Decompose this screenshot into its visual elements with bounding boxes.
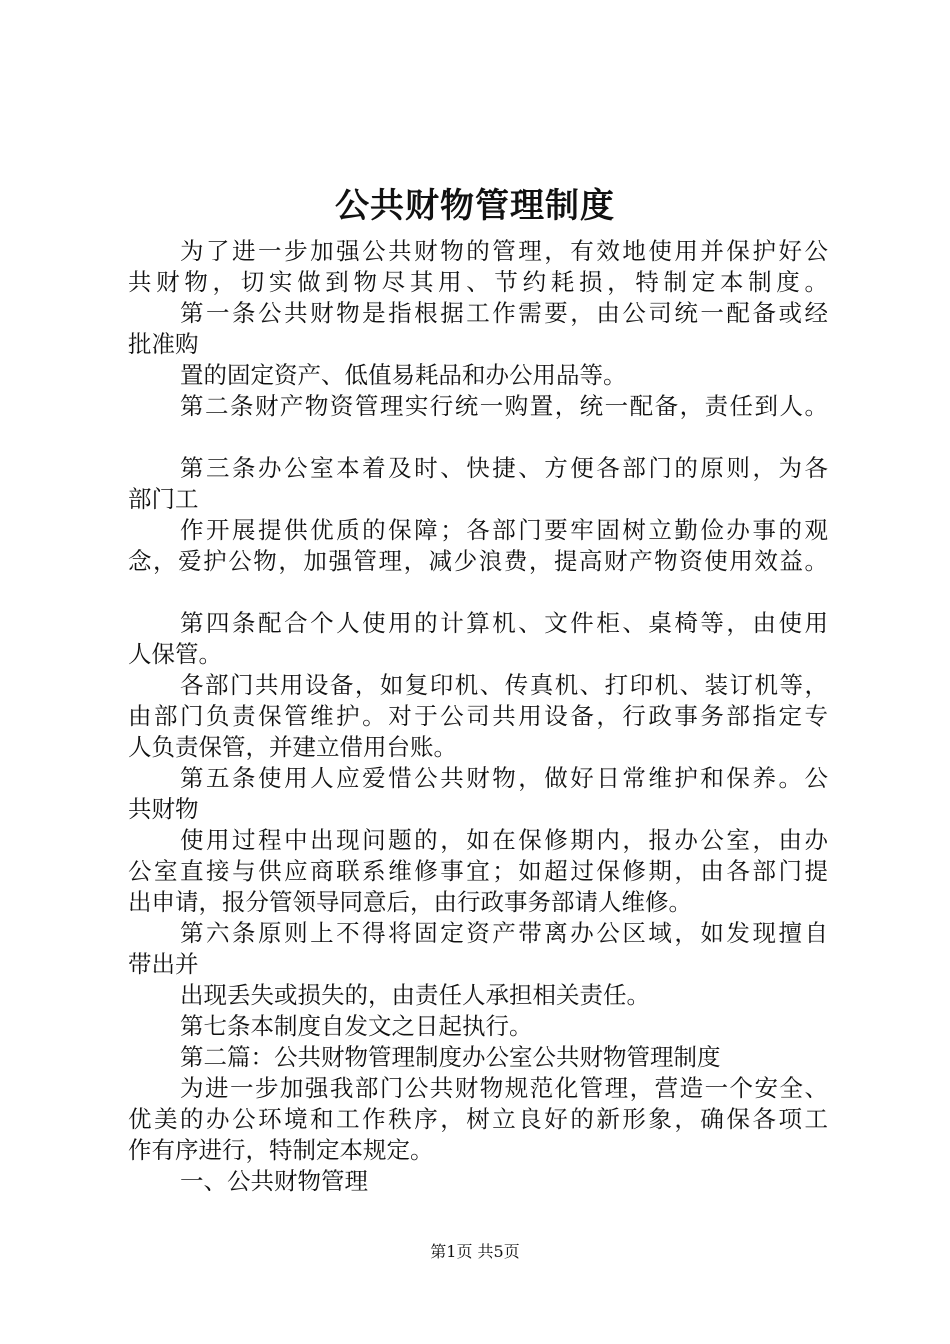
body-line: 第六条原则上不得将固定资产带离办公区域，如发现擅自 (180, 919, 828, 947)
body-line: 人负责保管，并建立借用台账。 (128, 733, 457, 761)
body-line: 部门工 (128, 485, 199, 513)
document-body (128, 236, 828, 1197)
body-line: 第五条使用人应爱惜公共财物，做好日常维护和保养。公 (180, 764, 828, 792)
body-line: 第二条财产物资管理实行统一购置，统一配备，责任到人。 (180, 392, 828, 420)
body-line: 第七条本制度自发文之日起执行。 (180, 1012, 533, 1040)
body-line: 各部门共用设备，如复印机、传真机、打印机、装订机等， (180, 671, 828, 699)
body-line: 共财物，切实做到物尽其用、节约耗损，特制定本制度。 (128, 268, 828, 296)
body-line: 优美的办公环境和工作秩序，树立良好的新形象，确保各项工 (128, 1105, 828, 1133)
body-line: 第二篇：公共财物管理制度办公室公共财物管理制度 (180, 1043, 721, 1071)
page-footer: 第1页 共5页 (430, 1242, 520, 1261)
body-line: 使用过程中出现问题的，如在保修期内，报办公室，由办 (180, 826, 828, 854)
body-line: 出申请，报分管领导同意后，由行政事务部请人维修。 (128, 888, 692, 916)
blank-line (128, 577, 828, 608)
body-line: 念，爱护公物，加强管理，减少浪费，提高财产物资使用效益。 (128, 547, 828, 575)
blank-line (128, 422, 828, 453)
body-line: 共财物 (128, 795, 199, 823)
body-line: 第四条配合个人使用的计算机、文件柜、桌椅等，由使用 (180, 609, 828, 637)
body-line: 公室直接与供应商联系维修事宜；如超过保修期，由各部门提 (128, 857, 828, 885)
body-line: 作开展提供优质的保障；各部门要牢固树立勤俭办事的观 (180, 516, 828, 544)
section-heading: 一、公共财物管理 (180, 1167, 368, 1195)
document-title: 公共财物管理制度 (335, 186, 615, 226)
body-line: 第一条公共财物是指根据工作需要，由公司统一配备或经 (180, 299, 828, 327)
body-line: 为进一步加强我部门公共财物规范化管理，营造一个安全、 (180, 1074, 828, 1102)
body-line: 第三条办公室本着及时、快捷、方便各部门的原则，为各 (180, 454, 828, 482)
body-line: 置的固定资产、低值易耗品和办公用品等。 (180, 361, 627, 389)
body-line: 人保管。 (128, 640, 222, 668)
body-line: 带出并 (128, 950, 199, 978)
body-line: 为了进一步加强公共财物的管理，有效地使用并保护好公 (180, 237, 828, 265)
body-line: 作有序进行，特制定本规定。 (128, 1136, 434, 1164)
body-line: 批准购 (128, 330, 199, 358)
body-line: 由部门负责保管维护。对于公司共用设备，行政事务部指定专 (128, 702, 828, 730)
body-line: 出现丢失或损失的，由责任人承担相关责任。 (180, 981, 650, 1009)
